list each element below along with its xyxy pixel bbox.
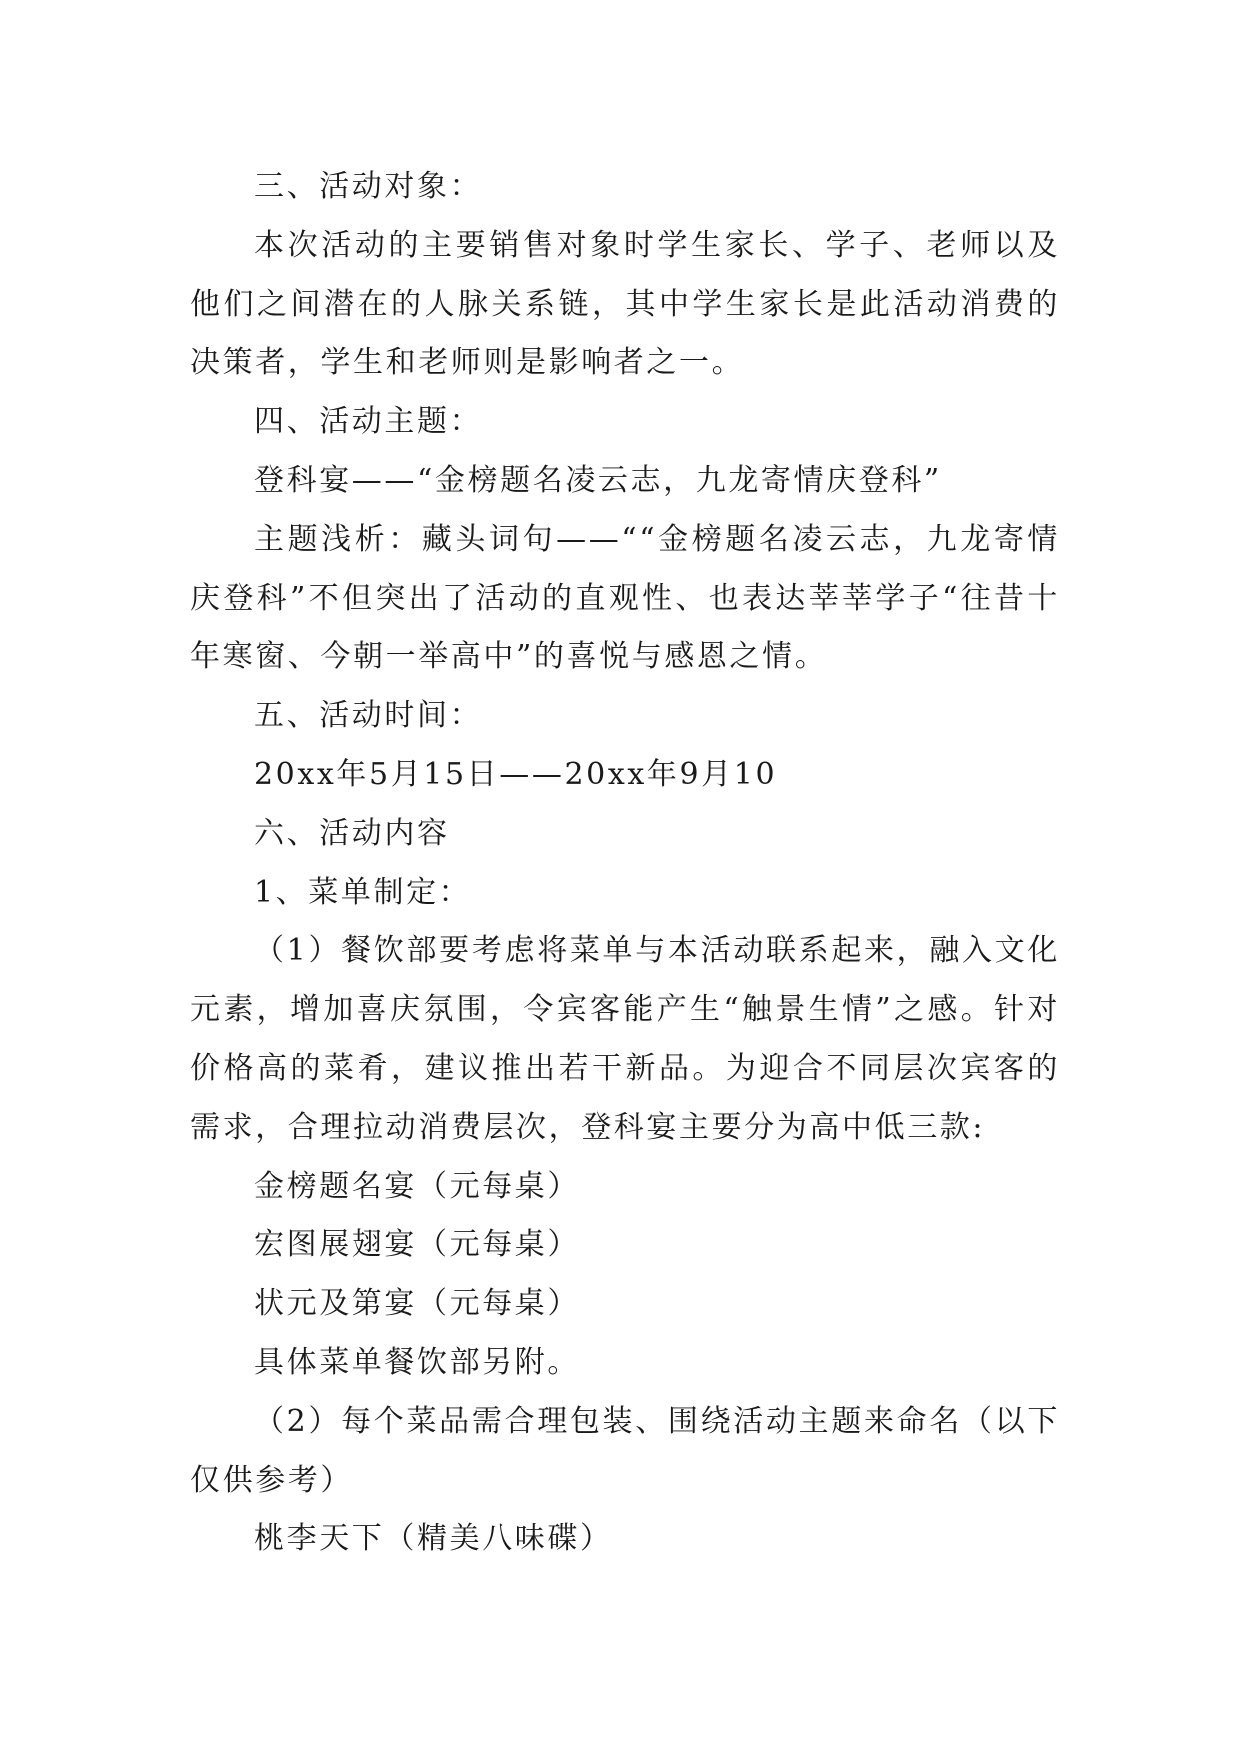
section-heading-content: 六、活动内容 [254, 815, 450, 851]
paragraph-theme-analysis: 主题浅析：藏头词句——““金榜题名凌云志，九龙寄情庆登科”不但突出了活动的直观性、也表达莘莘学子“往昔十年寒窗、今朝一举高中”的喜悦与感恩之情。 [190, 521, 1060, 675]
paragraph-audience: 本次活动的主要销售对象时学生家长、学子、老师以及他们之间潜在的人脉关系链，其中学生家长是此活动消费的决策者，学生和老师则是影响者之一。 [190, 227, 1060, 381]
paragraph-menu-1: （1）餐饮部要考虑将菜单与本活动联系起来，融入文化元素，增加喜庆氛围，令宾客能产生“触景生情”之感。针对价格高的菜肴，建议推出若干新品。为迎合不同层次宾客的需求，合理拉动消费层次，登科宴主要分为高中低三款: [190, 933, 1060, 1145]
list-item-dish-1: 桃李天下（精美八味碟） [254, 1521, 613, 1557]
list-item-menu-high: 金榜题名宴（元每桌） [254, 1168, 580, 1204]
paragraph-menu-note: 具体菜单餐饮部另附。 [254, 1344, 580, 1380]
document-body [190, 158, 1060, 1569]
section-heading-audience: 三、活动对象： [254, 169, 483, 204]
list-item-menu-low: 状元及第宴（元每桌） [254, 1286, 580, 1322]
paragraph-theme-title: 登科宴——“金榜题名凌云志，九龙寄情庆登科” [254, 462, 942, 498]
paragraph-time: 20xx年5月15日——20xx年9月10 [254, 756, 778, 792]
paragraph-menu-2: （2）每个菜品需合理包装、围绕活动主题来命名（以下仅供参考） [190, 1403, 1060, 1498]
section-heading-theme: 四、活动主题： [254, 404, 483, 440]
section-heading-time: 五、活动时间： [254, 698, 483, 734]
subheading-menu: 1、菜单制定： [254, 874, 472, 910]
list-item-menu-mid: 宏图展翅宴（元每桌） [254, 1227, 580, 1263]
